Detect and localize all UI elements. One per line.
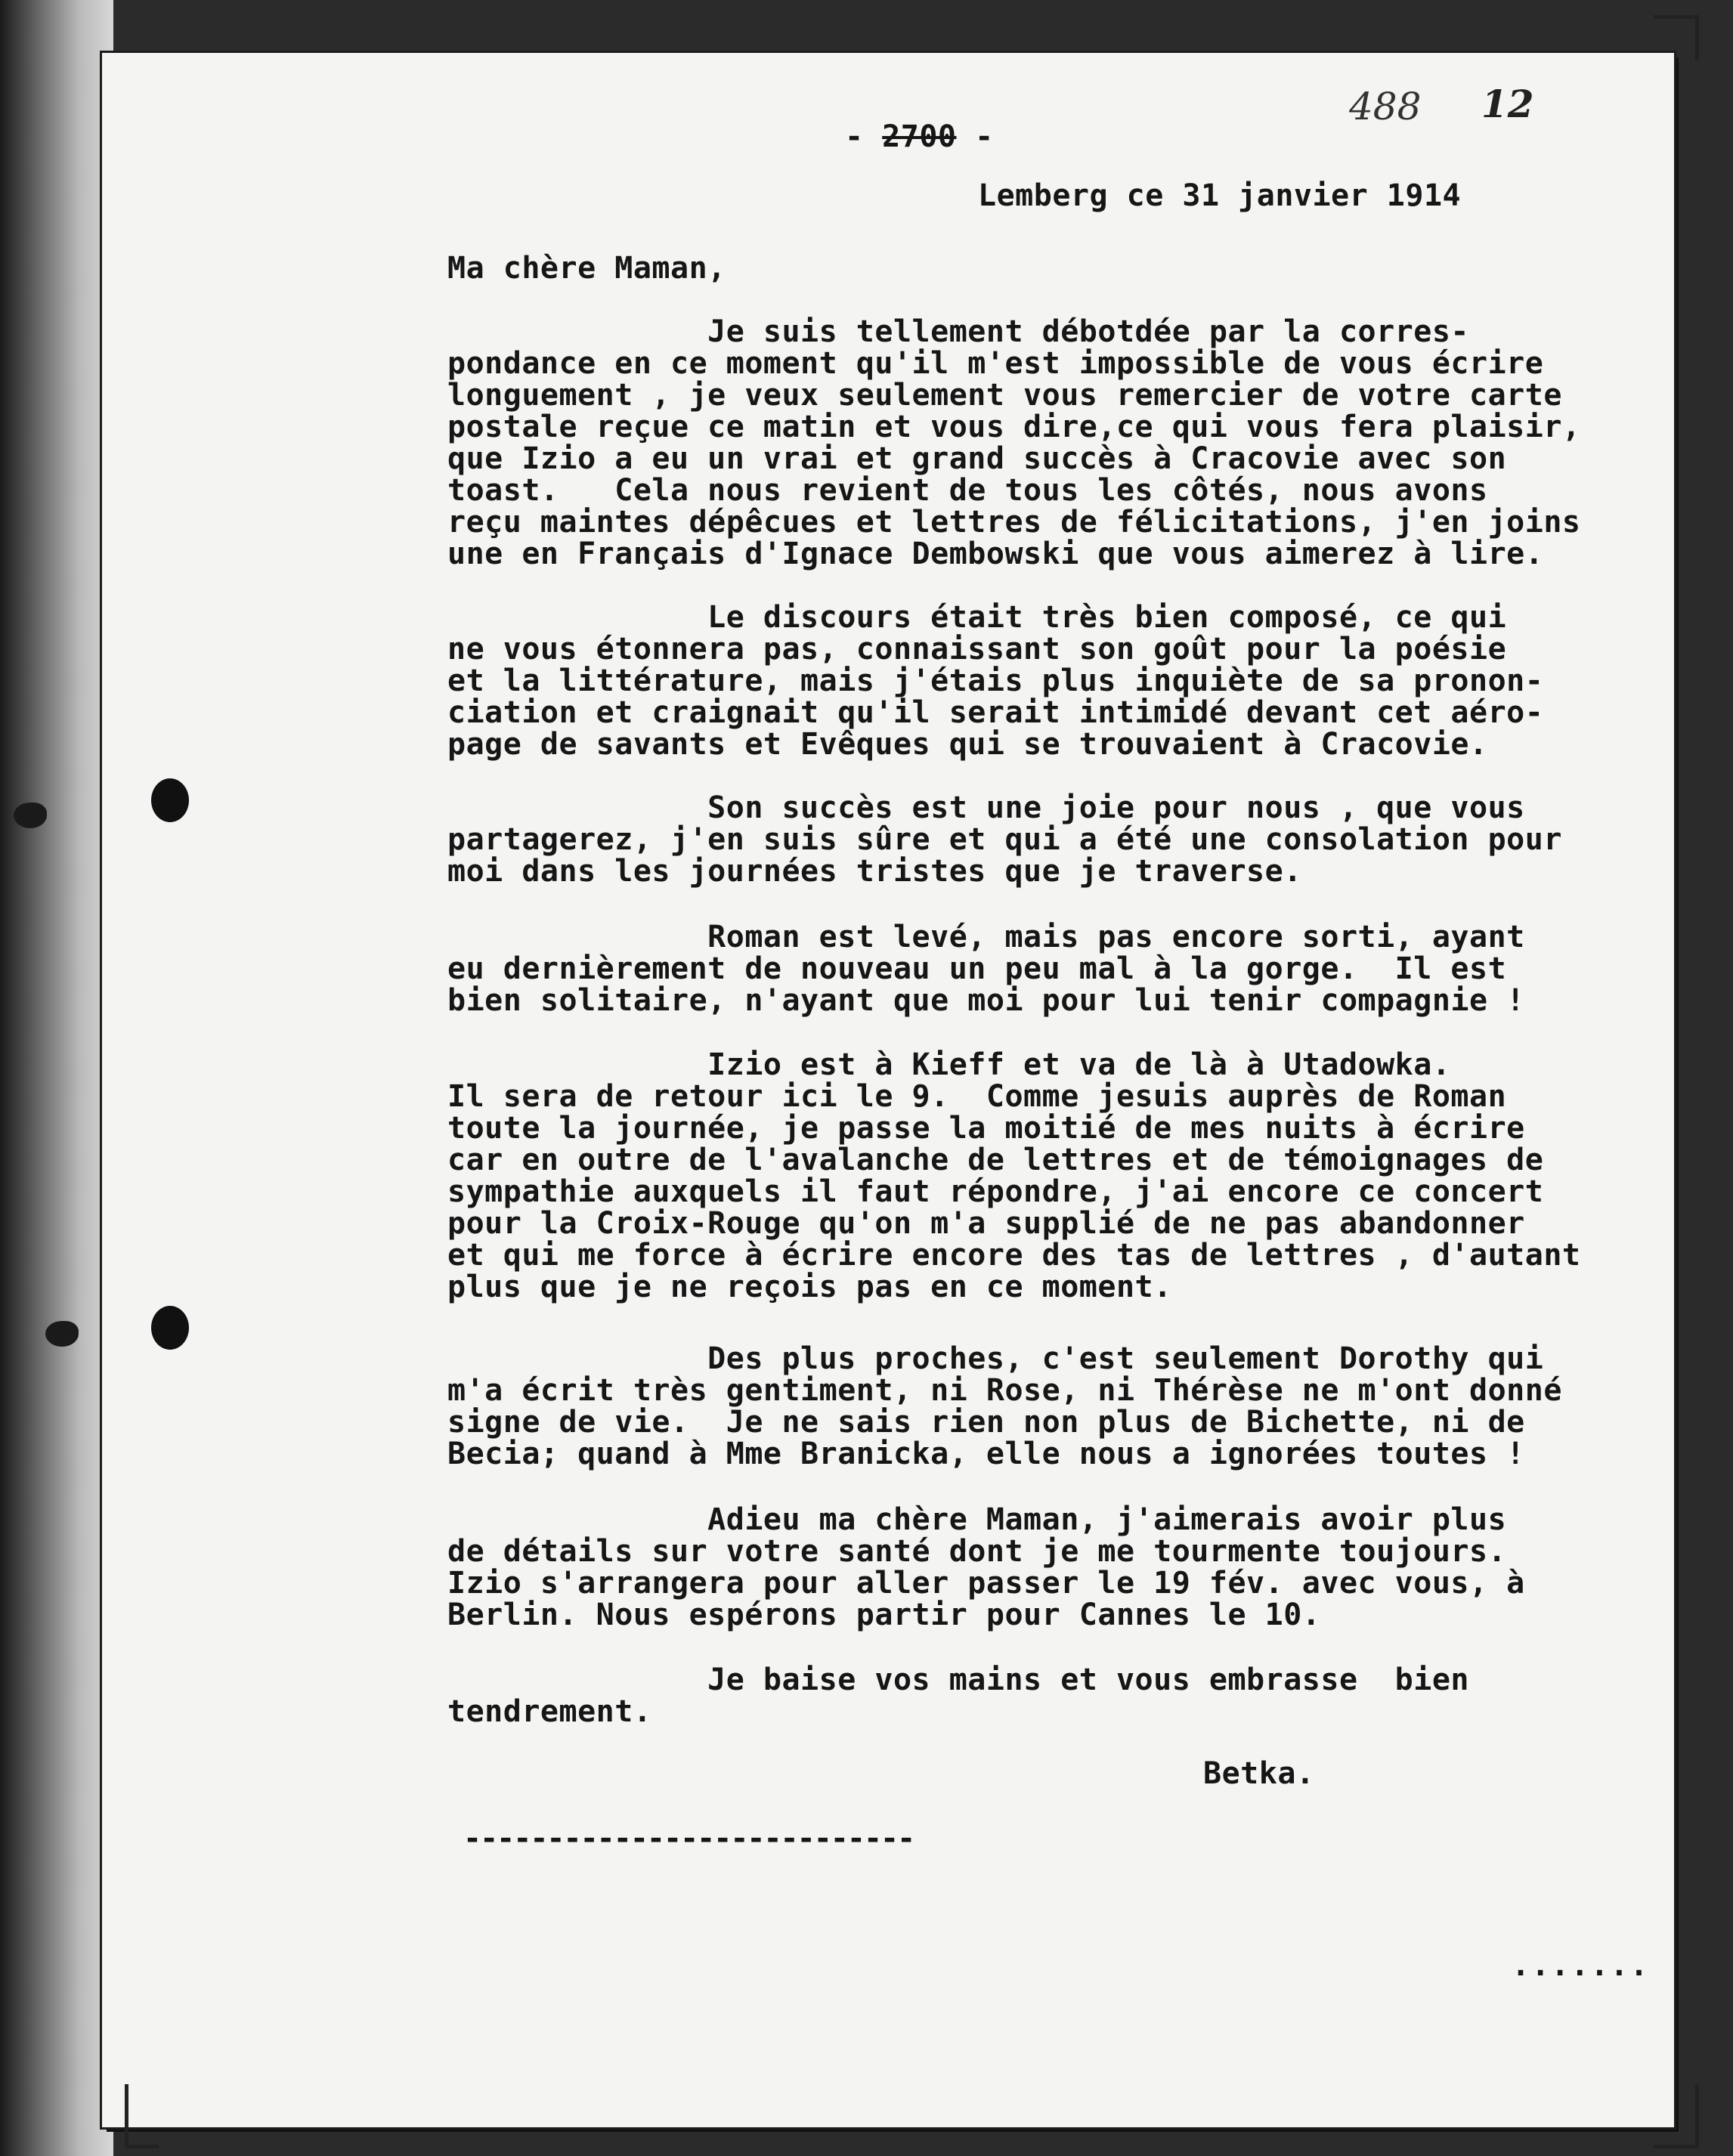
punch-hole (151, 778, 189, 822)
letter-paragraph: Izio est à Kieff et va de là à Utadowka. Il sera de retour ici le 9. Comme jesuis auprès de Roman toute la journée, je passe la moitié de mes nuits à écrire car en outre de l'avalanche de lettres et de témoignages de sympathie auxquels il faut répondre, j'ai encore ce concert pour la Croix-Rouge qu'on m'a supplié de ne pas abandonner et qui me force à écrire encore des tas de lettres , d'autant plus que je ne reçois pas en ce moment. (447, 1047, 1581, 1304)
crop-mark (1654, 2084, 1699, 2148)
letter-paragraph: Son succès est une joie pour nous , que vous partagerez, j'en suis sûre et qui a été une consolation pour moi dans les journées tristes que je traverse. (447, 790, 1562, 889)
handwritten-folio-number: 488 (1349, 85, 1422, 128)
handwritten-mark: 12 (1481, 82, 1534, 126)
salutation: Ma chère Maman, (447, 251, 726, 286)
continuation-dots: ....... (1512, 1948, 1650, 1983)
binder-margin (0, 0, 113, 2156)
letter-paragraph: Je suis tellement débotdée par la corres- pondance en ce moment qu'il m'est impossible de vous écrire longuement , je veux seulement vous remercier de votre carte postale reçue ce matin et vous dire,ce qui vous fera plaisir, que Izio a eu un vrai et grand succès à Cracovie avec son toast. Cela nous revient de tous les côtés, nous avons reçu maintes dépêcues et lettres de félicitations, j'en joins une en Français d'Ignace Dembowski que vous aimerez à lire. (447, 314, 1581, 571)
letter-paragraph: Je baise vos mains et vous embrasse bien tendrement. (447, 1663, 1470, 1729)
dateline: Lemberg ce 31 janvier 1914 (978, 178, 1462, 213)
binder-ring (14, 803, 47, 828)
punch-hole (151, 1306, 189, 1350)
crop-mark (1654, 15, 1699, 60)
letter-paragraph: Le discours était très bien composé, ce qui ne vous étonnera pas, connaissant son goût pour la poésie et la littérature, mais j'étais plus inquiète de sa pronon- ciation et craignait qu'il serait intimidé devant cet aéro- page de savants et Evêques qui se trouvaient à Cracovie. (447, 600, 1544, 762)
signature: Betka. (1203, 1756, 1315, 1791)
crop-mark (125, 2084, 159, 2148)
letter-paragraph: Des plus proches, c'est seulement Dorothy qui m'a écrit très gentiment, ni Rose, ni Thérèse ne m'ont donné signe de vie. Je ne sais rien non plus de Bichette, ni de Becia; quand à Mme Branicka, elle nous a ignorées toutes ! (447, 1341, 1562, 1471)
binder-ring (45, 1321, 79, 1347)
separator-rule: --------------------------- (463, 1821, 914, 1856)
typed-page-number: - 2700 - (845, 119, 994, 154)
letter-paragraph: Roman est levé, mais pas encore sorti, ayant eu dernièrement de nouveau un peu mal à la gorge. Il est bien solitaire, n'ayant que moi pour lui tenir compagnie ! (447, 920, 1525, 1018)
letter-paragraph: Adieu ma chère Maman, j'aimerais avoir plus de détails sur votre santé dont je me tourmente toujours. Izio s'arrangera pour aller passer le 19 fév. avec vous, à Berlin. Nous espérons partir pour Cannes le 10. (447, 1502, 1525, 1632)
